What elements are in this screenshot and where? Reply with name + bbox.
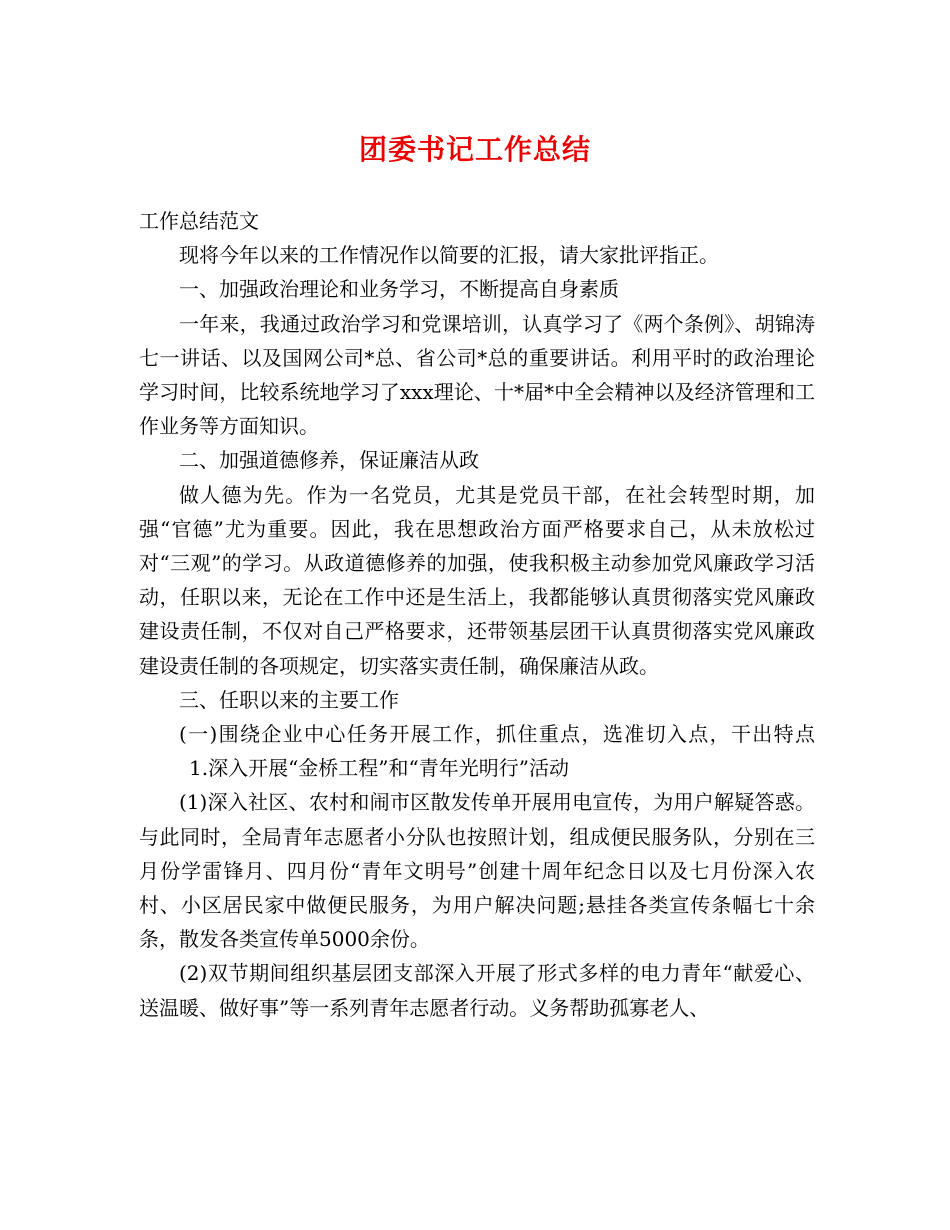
section-1-paragraph: 一年来，我通过政治学习和党课培训，认真学习了《两个条例》、胡锦涛七一讲话、以及国网公司*总、省公司*总的重要讲话。利用平时的政治理论学习时间，比较系统地学习了xxx理论、十*届*中全会精神以及经济管理和工作业务等方面知识。	[139, 311, 815, 439]
subsection-heading-1	[139, 717, 815, 785]
item-heading-1: 1.深入开展“金桥工程”和“青年光明行”活动	[189, 756, 569, 781]
document-body	[139, 204, 815, 1025]
section-2-paragraph: 做人德为先。作为一名党员，尤其是党员干部，在社会转型时期，加强“官德”尤为重要。因此，我在思想政治方面严格要求自己，从未放松过对“三观”的学习。从政道德修养的加强，使我积极主动参加党风廉政学习活动，任职以来，无论在工作中还是生活上，我都能够认真贯彻落实党风廉政建设责任制，不仅对自己严格要求，还带领基层团干认真贯彻落实党风廉政建设责任制的各项规定，切实落实责任制，确保廉洁从政。	[139, 482, 815, 678]
subsection-heading-text: (一)围绕企业中心任务开展工作，抓住重点，选准切入点，干出特点	[179, 722, 815, 747]
section-heading-2: 二、加强道德修养，保证廉洁从政	[179, 448, 479, 473]
section-heading-1: 一、加强政治理论和业务学习，不断提高自身素质	[179, 277, 619, 302]
section-heading-3: 三、任职以来的主要工作	[179, 687, 399, 712]
intro-paragraph: 现将今年以来的工作情况作以简要的汇报，请大家批评指正。	[179, 243, 719, 268]
document-title: 团委书记工作总结	[358, 133, 591, 166]
item-1-paragraph: (1)深入社区、农村和闹市区散发传单开展用电宣传，为用户解疑答惑。与此同时，全局青年志愿者小分队也按照计划，组成便民服务队，分别在三月份学雷锋月、四月份“青年文明号”创建十周年纪念日以及七月份深入农村、小区居民家中做便民服务，为用户解决问题;悬挂各类宣传条幅七十余条，散发各类宣传单5000余份。	[139, 790, 815, 952]
doc-subtitle: 工作总结范文	[139, 209, 259, 233]
item-2-paragraph: (2)双节期间组织基层团支部深入开展了形式多样的电力青年“献爱心、送温暖、做好事”等一系列青年志愿者行动。义务帮助孤寡老人、	[139, 961, 815, 1020]
